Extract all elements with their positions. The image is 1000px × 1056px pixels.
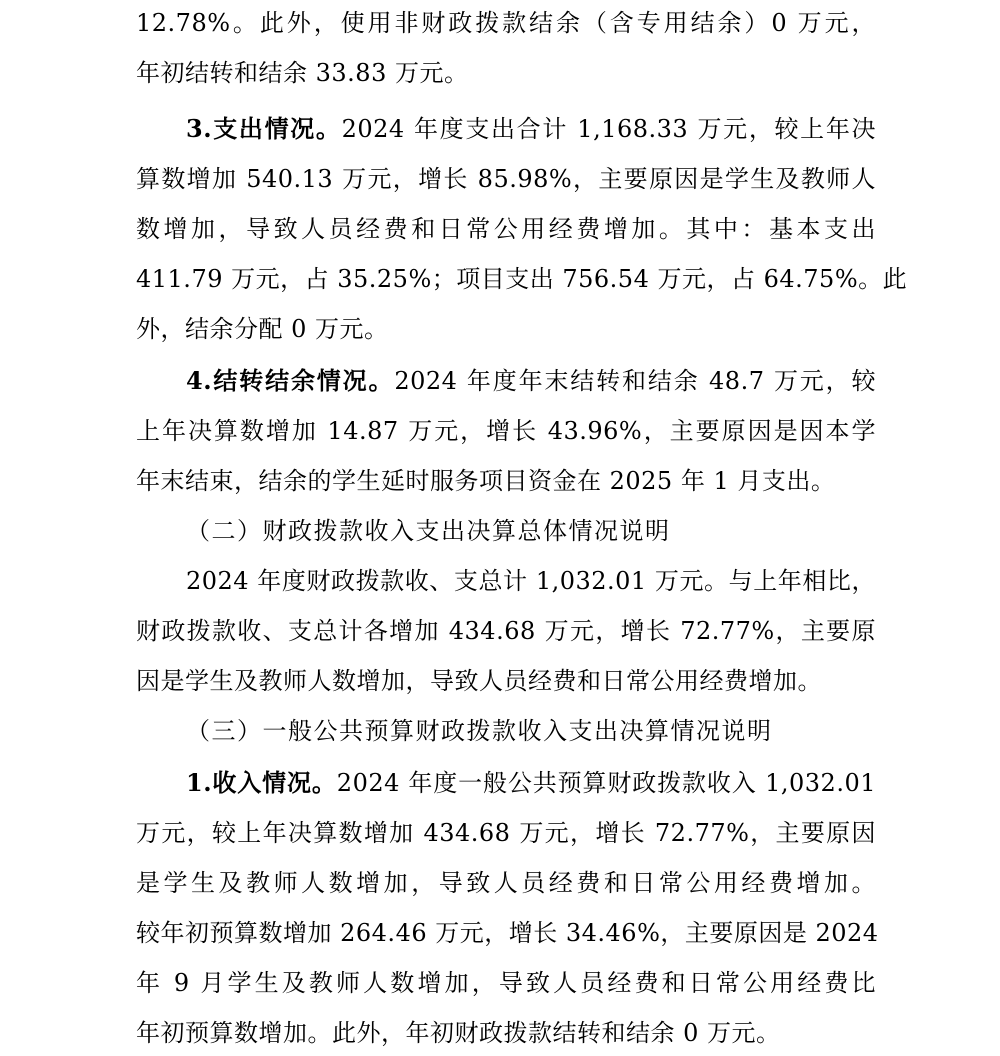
paragraph-heading: 3.支出情况。 bbox=[186, 114, 342, 143]
text-line: 外，结余分配 0 万元。 bbox=[136, 315, 389, 343]
text-span: 2024 年度一般公共预算财政拨款收入 1,032.01 bbox=[336, 769, 876, 797]
text-line bbox=[186, 766, 876, 800]
paragraph-heading: 1.收入情况。 bbox=[186, 768, 337, 797]
text-line bbox=[186, 112, 876, 146]
text-line: 年初预算数增加。此外，年初财政拨款结转和结余 0 万元。 bbox=[136, 1019, 781, 1047]
text-line: 数增加，导致人员经费和日常公用经费增加。其中：基本支出 bbox=[136, 215, 876, 243]
text-line: 12.78%。此外，使用非财政拨款结余（含专用结余）0 万元， bbox=[136, 9, 876, 37]
text-line: 算数增加 540.13 万元，增长 85.98%，主要原因是学生及教师人 bbox=[136, 165, 876, 193]
text-line: 是学生及教师人数增加，导致人员经费和日常公用经费增加。 bbox=[136, 869, 876, 897]
text-line: 年初结转和结余 33.83 万元。 bbox=[136, 59, 469, 87]
text-span: 2024 年度支出合计 1,168.33 万元，较上年决 bbox=[341, 115, 876, 143]
text-line: 财政拨款收、支总计各增加 434.68 万元，增长 72.77%，主要原 bbox=[136, 617, 876, 645]
text-line: 上年决算数增加 14.87 万元，增长 43.96%，主要原因是因本学 bbox=[136, 417, 876, 445]
paragraph-heading: 4.结转结余情况。 bbox=[186, 366, 395, 395]
section-heading-3: （三）一般公共预算财政拨款收入支出决算情况说明 bbox=[186, 717, 773, 745]
text-line: 年末结束，结余的学生延时服务项目资金在 2025 年 1 月支出。 bbox=[136, 467, 836, 495]
section-heading-2: （二）财政拨款收入支出决算总体情况说明 bbox=[186, 517, 671, 545]
text-line: 万元，较上年决算数增加 434.68 万元，增长 72.77%，主要原因 bbox=[136, 819, 876, 847]
text-line: 较年初预算数增加 264.46 万元，增长 34.46%，主要原因是 2024 bbox=[136, 919, 879, 947]
text-line: 因是学生及教师人数增加，导致人员经费和日常公用经费增加。 bbox=[136, 667, 822, 695]
text-line: 年 9 月学生及教师人数增加，导致人员经费和日常公用经费比 bbox=[136, 969, 876, 997]
text-line: 2024 年度财政拨款收、支总计 1,032.01 万元。与上年相比， bbox=[186, 567, 876, 595]
text-span: 2024 年度年末结转和结余 48.7 万元，较 bbox=[394, 367, 876, 395]
text-line: 411.79 万元，占 35.25%；项目支出 756.54 万元，占 64.75%。此 bbox=[136, 265, 908, 293]
text-line bbox=[186, 364, 876, 398]
